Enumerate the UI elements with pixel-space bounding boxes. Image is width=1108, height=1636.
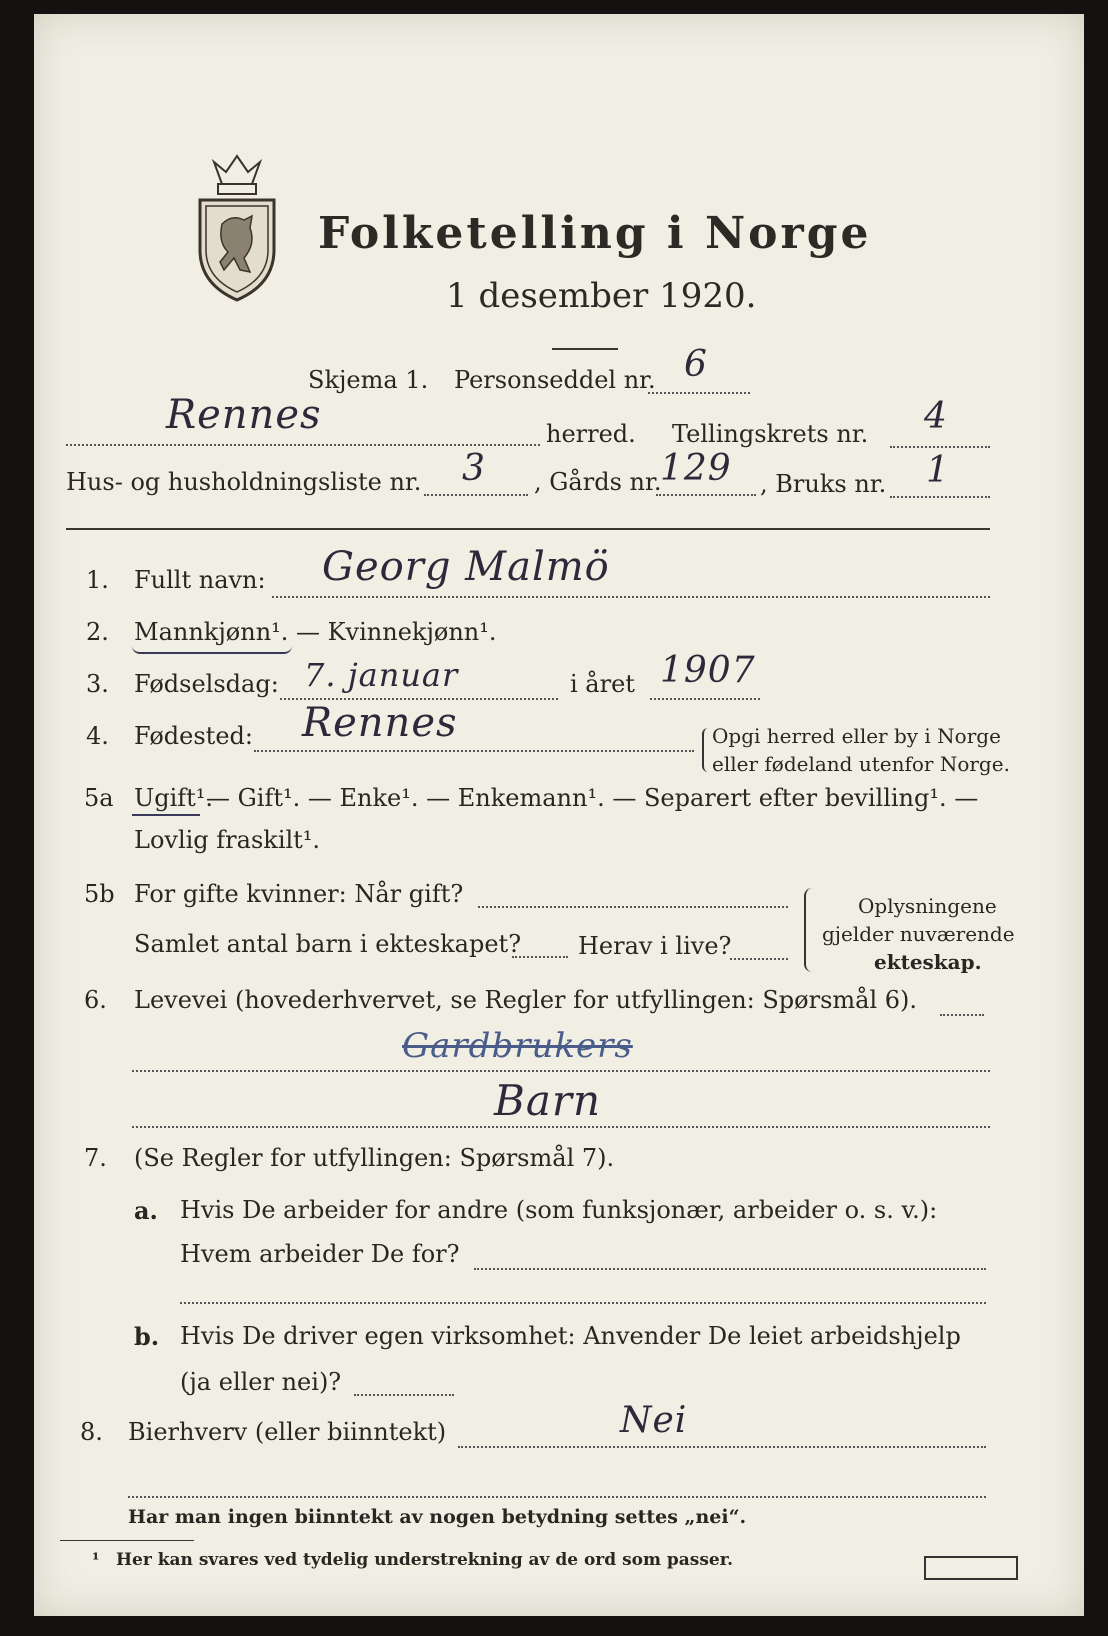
q6-number: 6.	[84, 986, 107, 1014]
gards-line	[656, 494, 756, 496]
q4-brace	[702, 728, 710, 772]
footnote-mark: ¹	[92, 1550, 100, 1570]
q7a-number: a.	[134, 1196, 158, 1225]
q1-number: 1.	[86, 566, 109, 594]
q3-year-value[interactable]: 1907	[660, 650, 756, 691]
q8-value[interactable]: Nei	[620, 1400, 688, 1441]
q5b-line1-dots	[478, 906, 788, 908]
q3-number: 3.	[86, 670, 109, 698]
skjema-label: Skjema 1.	[308, 366, 429, 394]
herred-label: herred.	[546, 420, 636, 448]
bruks-label: , Bruks nr.	[760, 470, 887, 498]
q7b-line2: (ja eller nei)?	[180, 1368, 342, 1396]
q2-mann[interactable]: Mannkjønn¹.	[134, 618, 289, 646]
q8-number: 8.	[80, 1418, 103, 1446]
q6-label: Levevei (hovederhvervet, se Regler for utfyllingen: Spørsmål 6).	[134, 986, 918, 1014]
q5b-note-line2: gjelder nuværende	[822, 922, 1015, 946]
q4-number: 4.	[86, 722, 109, 750]
q5b-line2b: Herav i live?	[578, 932, 732, 960]
q8-line	[458, 1446, 986, 1448]
q4-line	[254, 750, 694, 752]
title-divider	[552, 348, 618, 350]
header-divider	[66, 528, 990, 530]
bruks-value[interactable]: 1	[926, 450, 950, 491]
form-subtitle: 1 desember 1920.	[446, 276, 757, 316]
q8-label: Bierhverv (eller biinntekt)	[128, 1418, 447, 1446]
q7-label: (Se Regler for utfyllingen: Spørsmål 7).	[134, 1144, 615, 1172]
q7b-line2-dots	[354, 1394, 454, 1396]
q5b-brace	[804, 888, 812, 972]
q5a-lovlig[interactable]: Lovlig fraskilt¹.	[134, 826, 321, 854]
herred-line	[66, 444, 540, 446]
q4-value[interactable]: Rennes	[302, 700, 458, 746]
q5a-number: 5a	[84, 784, 114, 812]
form-title: Folketelling i Norge	[318, 208, 872, 259]
coat-of-arms-icon	[192, 154, 282, 304]
q2-kvinne[interactable]: — Kvinnekjønn¹.	[296, 618, 497, 646]
q5b-note-line1: Oplysningene	[858, 894, 997, 918]
q1-line	[272, 596, 990, 598]
q6-line1	[132, 1070, 990, 1072]
q5b-line2a: Samlet antal barn i ekteskapet?	[134, 930, 522, 958]
footer-note: Har man ingen biinntekt av nogen betydning settes „nei“.	[128, 1506, 747, 1528]
husholdning-label: Hus- og husholdningsliste nr.	[66, 468, 422, 496]
q5a-options[interactable]: — Gift¹. — Enke¹. — Enkemann¹. — Separert efter bevilling¹. —	[206, 784, 979, 812]
q7a-line2: Hvem arbeider De for?	[180, 1240, 460, 1268]
q7b-line1: Hvis De driver egen virksomhet: Anvender De leiet arbeidshjelp	[180, 1322, 961, 1350]
q5b-number: 5b	[84, 880, 115, 908]
q5a-ugift[interactable]: Ugift¹.	[134, 784, 214, 812]
q3-label: Fødselsdag:	[134, 670, 279, 698]
q6-value[interactable]: Barn	[494, 1076, 602, 1125]
q6-struck-value[interactable]: Gardbrukers	[402, 1026, 633, 1066]
q7a-line1: Hvis De arbeider for andre (som funksjonær, arbeider o. s. v.):	[180, 1196, 938, 1224]
q4-note-line1: Opgi herred eller by i Norge	[712, 724, 1001, 748]
printer-stamp	[924, 1556, 1018, 1580]
tellingskrets-line	[890, 446, 990, 448]
q7a-line3-dots	[180, 1302, 986, 1304]
q5b-line2b-dots	[730, 958, 788, 960]
gards-label: , Gårds nr.	[534, 468, 662, 496]
q3-year-line	[650, 698, 760, 700]
husholdning-value[interactable]: 3	[462, 448, 486, 489]
bruks-line	[890, 496, 990, 498]
q8-line2	[128, 1496, 986, 1498]
herred-value[interactable]: Rennes	[166, 392, 322, 438]
q3-value[interactable]: 7. januar	[304, 656, 459, 694]
q4-note-line2: eller fødeland utenfor Norge.	[712, 752, 1010, 776]
q7a-line2-dots	[474, 1268, 986, 1270]
q7b-number: b.	[134, 1322, 160, 1351]
footnote-divider	[60, 1540, 194, 1541]
q1-label: Fullt navn:	[134, 566, 266, 594]
q3-year-label: i året	[570, 670, 635, 698]
q5b-note-line3: ekteskap.	[874, 950, 982, 974]
personseddel-line	[648, 392, 750, 394]
q2-number: 2.	[86, 618, 109, 646]
q6-label-dots	[940, 1014, 984, 1016]
q6-line2	[132, 1126, 990, 1128]
personseddel-value[interactable]: 6	[684, 344, 708, 385]
q5b-line1: For gifte kvinner: Når gift?	[134, 880, 464, 908]
gards-value[interactable]: 129	[660, 448, 732, 489]
q5b-line2a-dots	[512, 956, 568, 958]
tellingskrets-value[interactable]: 4	[924, 396, 948, 437]
q1-value[interactable]: Georg Malmö	[322, 544, 610, 590]
tellingskrets-label: Tellingskrets nr.	[672, 420, 869, 448]
husholdning-line	[424, 494, 528, 496]
q5a-ugift-underline	[132, 810, 200, 816]
footnote-text: Her kan svares ved tydelig understrekning av de ord som passer.	[116, 1550, 734, 1570]
q2-mann-underline	[132, 646, 292, 654]
personseddel-label: Personseddel nr.	[454, 366, 656, 394]
q4-label: Fødested:	[134, 722, 253, 750]
q7-number: 7.	[84, 1144, 107, 1172]
